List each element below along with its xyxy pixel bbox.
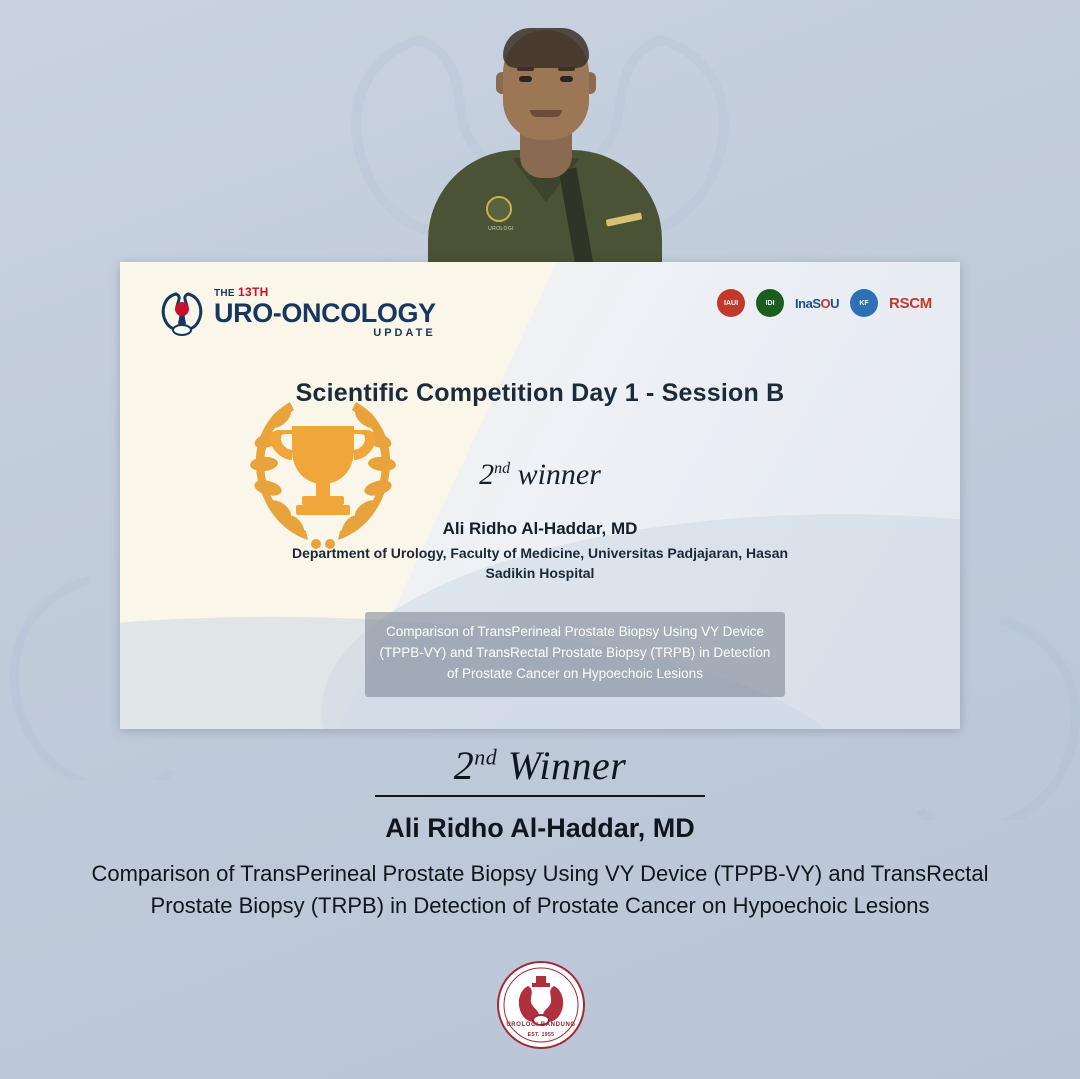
certificate-abstract-title: Comparison of TransPerineal Prostate Biopsy Using VY Device (TPPB-VY) and TransRectal Prostate Biopsy (TRPB) in Detection of Prostate Cancer on Hypoechoic Lesions xyxy=(365,612,785,697)
kidney-foundation-logo: KF xyxy=(850,288,878,318)
seal-text-bottom: EST. 1955 xyxy=(527,1032,555,1038)
iaui-logo: IAUI xyxy=(717,288,745,318)
photo-hair xyxy=(503,28,589,68)
event-logo-update: UPDATE xyxy=(373,327,436,339)
certificate-rank-number: 2nd xyxy=(479,458,511,491)
certificate-rank xyxy=(120,458,960,492)
caption-rank xyxy=(0,742,1080,789)
photo-eye-left xyxy=(519,76,532,82)
caption-rank-number: 2nd xyxy=(453,743,498,788)
winner-photo xyxy=(420,0,670,300)
certificate-winner-name: Ali Ridho Al-Haddar, MD xyxy=(442,519,638,538)
photo-mouth xyxy=(530,110,562,117)
idi-logo: IDI xyxy=(756,288,784,318)
certificate-rank-word: winner xyxy=(517,458,601,491)
caption-block xyxy=(0,742,1080,922)
event-logo xyxy=(156,286,436,339)
caption-divider xyxy=(375,795,705,797)
caption-rank-word: Winner xyxy=(507,743,627,788)
certificate-affiliation: Department of Urology, Faculty of Medicine, Universitas Padjajaran, Hasan Sadikin Hospital xyxy=(291,545,789,582)
caption-winner-name: Ali Ridho Al-Haddar, MD xyxy=(385,813,695,843)
event-logo-main: URO-ONCOLOGY xyxy=(214,298,436,328)
kidney-logo-icon xyxy=(156,287,208,339)
urologi-bandung-seal xyxy=(496,960,586,1050)
photo-brow-left xyxy=(517,67,534,71)
photo-brow-right xyxy=(558,67,575,71)
photo-scrub-badge-text: UROLOGI xyxy=(488,226,514,232)
photo-eye-right xyxy=(560,76,573,82)
photo-scrub-badge-icon xyxy=(486,196,512,222)
rscm-logo: RSCM xyxy=(889,294,932,312)
inasou-logo: InaS O U xyxy=(795,295,840,311)
certificate-card xyxy=(120,262,960,729)
seal-text-top: UROLOGI BANDUNG xyxy=(506,1022,576,1028)
partner-logos xyxy=(717,288,932,318)
caption-study-title: Comparison of TransPerineal Prostate Biopsy Using VY Device (TPPB-VY) and TransRectal Prostate Biopsy (TRPB) in Detection of Prostate Cancer on Hypoechoic Lesions xyxy=(91,861,989,918)
event-logo-the13: THE 13TH xyxy=(214,285,269,299)
certificate-session-title: Scientific Competition Day 1 - Session B xyxy=(295,379,785,407)
